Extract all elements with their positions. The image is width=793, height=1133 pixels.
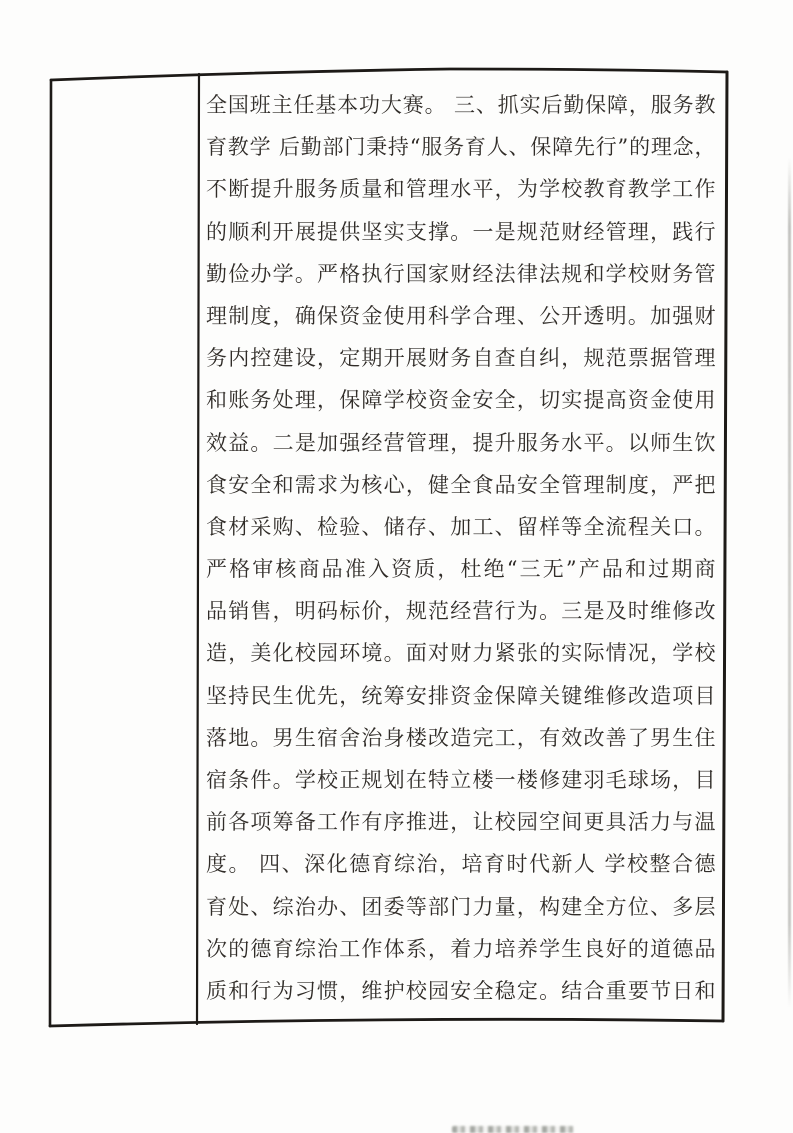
table-top-border <box>51 69 727 80</box>
text-line: 度。 四、深化德育综治，培育时代新人 学校整合德 <box>206 852 716 877</box>
text-line: 落地。男生宿舍治身楼改造完工，有效改善了男生住 <box>206 725 716 750</box>
text-line: 前各项筹备工作有序推进，让校园空间更具活力与温 <box>206 810 716 835</box>
text-line: 勤俭办学。严格执行国家财经法律法规和学校财务管 <box>206 261 716 286</box>
text-line: 质和行为习惯，维护校园安全稳定。结合重要节日和 <box>206 978 716 1003</box>
text-line: 务内控建设，定期开展财务自查自纠，规范票据管理 <box>206 346 716 371</box>
text-line: 品销售，明码标价，规范经营行为。三是及时维修改 <box>206 599 716 624</box>
text-line: 理制度，确保资金使用科学合理、公开透明。加强财 <box>206 303 716 328</box>
text-line: 不断提升服务质量和管理水平，为学校教育教学工作 <box>206 177 716 202</box>
table-column-divider <box>197 74 199 1024</box>
table-content-cell <box>206 84 716 1012</box>
page-edge-shadow <box>788 158 791 1008</box>
text-line: 全国班主任基本功大赛。 三、抓实后勤保障，服务教 <box>206 93 716 117</box>
text-line: 育处、综治办、团委等部门力量，构建全方位、多层 <box>206 894 716 919</box>
text-line: 和账务处理，保障学校资金安全，切实提高资金使用 <box>206 388 716 413</box>
text-line: 坚持民生优先，统筹安排资金保障关键维修改造项目 <box>206 683 716 708</box>
text-line: 严格审核商品准入资质，杜绝“三无”产品和过期商 <box>206 557 716 582</box>
table-right-border <box>723 72 727 1021</box>
bottom-cutoff-text-fragment <box>452 1126 574 1133</box>
text-line: 育教学 后勤部门秉持“服务育人、保障先行”的理念， <box>206 135 716 160</box>
table-left-border <box>50 80 51 1026</box>
table-bottom-border <box>50 1019 723 1026</box>
text-line: 食材采购、检验、储存、加工、留样等全流程关口。 <box>206 514 716 539</box>
text-line: 次的德育综治工作体系，着力培养学生良好的道德品 <box>206 936 716 961</box>
text-line: 效益。二是加强经营管理，提升服务水平。以师生饮 <box>206 430 716 455</box>
text-line: 的顺利开展提供坚实支撑。一是规范财经管理，践行 <box>206 219 716 244</box>
text-line: 宿条件。学校正规划在特立楼一楼修建羽毛球场，目 <box>206 768 716 792</box>
table-left-cell-empty <box>53 82 195 1020</box>
text-line: 造，美化校园环境。面对财力紧张的实际情况，学校 <box>206 641 716 666</box>
text-line: 食安全和需求为核心，健全食品安全管理制度，严把 <box>206 472 716 497</box>
